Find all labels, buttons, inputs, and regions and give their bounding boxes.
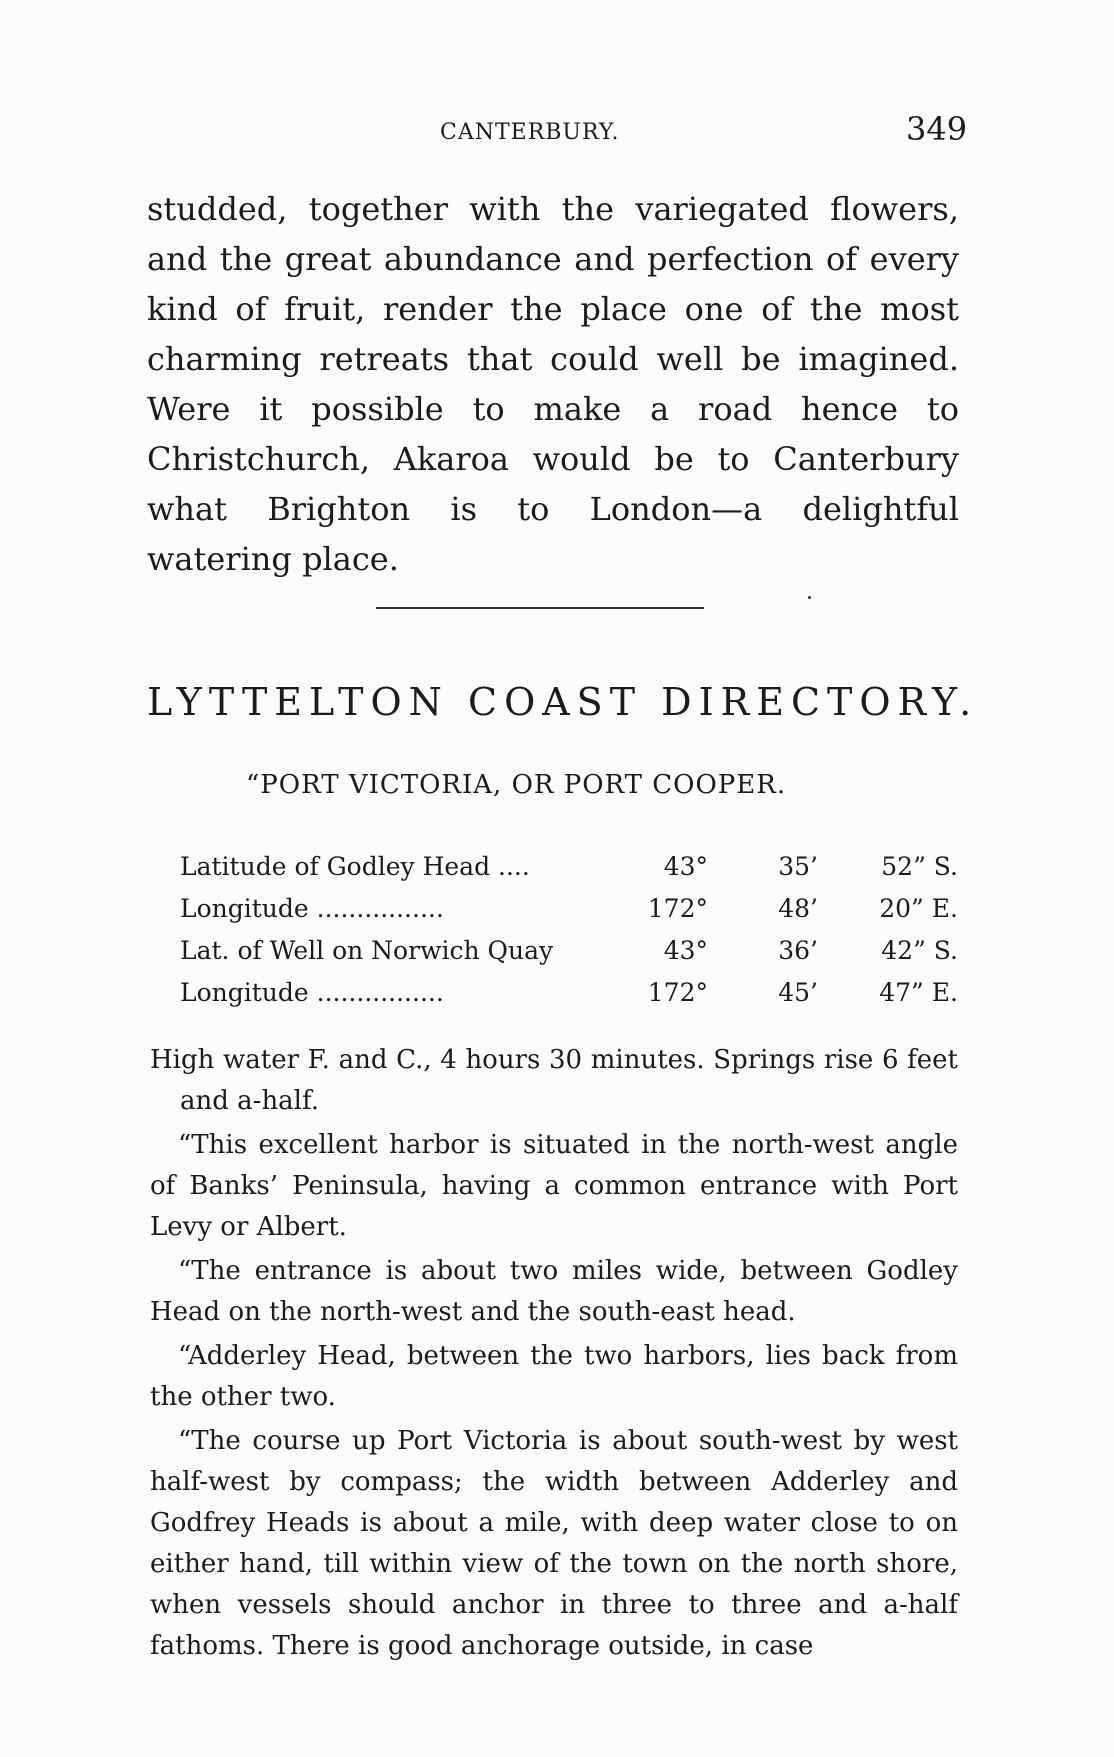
subsection-title: “PORT VICTORIA, OR PORT COOPER.: [246, 770, 787, 800]
page-number: 349: [906, 110, 968, 148]
body-paragraph: “Adderley Head, between the two harbors, lies back from the other two.: [150, 1341, 958, 1412]
coord-seconds: 42” S.: [881, 935, 958, 965]
coord-minutes: 36’: [778, 935, 818, 965]
section-title: LYTTELTON COAST DIRECTORY.: [147, 680, 979, 724]
table-row: [180, 845, 958, 887]
coord-seconds: 47” E.: [879, 977, 958, 1007]
table-row: [180, 971, 958, 1013]
coord-degrees: 43°: [663, 851, 708, 881]
coord-degrees: 43°: [663, 935, 708, 965]
intro-paragraph: studded, together with the variegated flowers, and the great abundance and perfection of every kind of fruit, render the place one of the most charming retreats that could well be imagined. Were it possible to make a road hence to Christchurch, Akaroa would be to Canterbury what Brighton is to London—a delightful watering place.: [147, 190, 959, 578]
print-speck: [808, 596, 811, 599]
body-paragraph: “The entrance is about two miles wide, between Godley Head on the north-west and the south-east head.: [150, 1256, 958, 1327]
coord-minutes: 45’: [778, 977, 818, 1007]
coord-seconds: 20” E.: [879, 893, 958, 923]
high-water-paragraph: High water F. and C., 4 hours 30 minutes. Springs rise 6 feet and a-half.: [150, 1045, 958, 1116]
coord-minutes: 35’: [778, 851, 818, 881]
coord-degrees: 172°: [647, 893, 708, 923]
coord-label: Longitude ................: [180, 893, 444, 923]
section-divider: [376, 607, 704, 609]
coordinates-table: [180, 845, 958, 1013]
body-paragraph: “The course up Port Victoria is about south-west by west half-west by compass; the width between Adderley and Godfrey Heads is about a mile, with deep water close to on either hand, till within view of the town on the north shore, when vessels should anchor in three to three and a-half fathoms. There is good anchorage outside, in case: [150, 1426, 958, 1661]
coord-label: Longitude ................: [180, 977, 444, 1007]
coord-label: Lat. of Well on Norwich Quay: [180, 935, 554, 965]
coord-minutes: 48’: [778, 893, 818, 923]
table-row: [180, 929, 958, 971]
table-row: [180, 887, 958, 929]
running-header: CANTERBURY.: [440, 120, 620, 145]
coord-label: Latitude of Godley Head ....: [180, 851, 530, 881]
directory-body: [150, 1040, 958, 1670]
coord-seconds: 52” S.: [881, 851, 958, 881]
body-paragraph: “This excellent harbor is situated in the north-west angle of Banks’ Peninsula, having a common entrance with Port Levy or Albert.: [150, 1130, 958, 1242]
coord-degrees: 172°: [647, 977, 708, 1007]
